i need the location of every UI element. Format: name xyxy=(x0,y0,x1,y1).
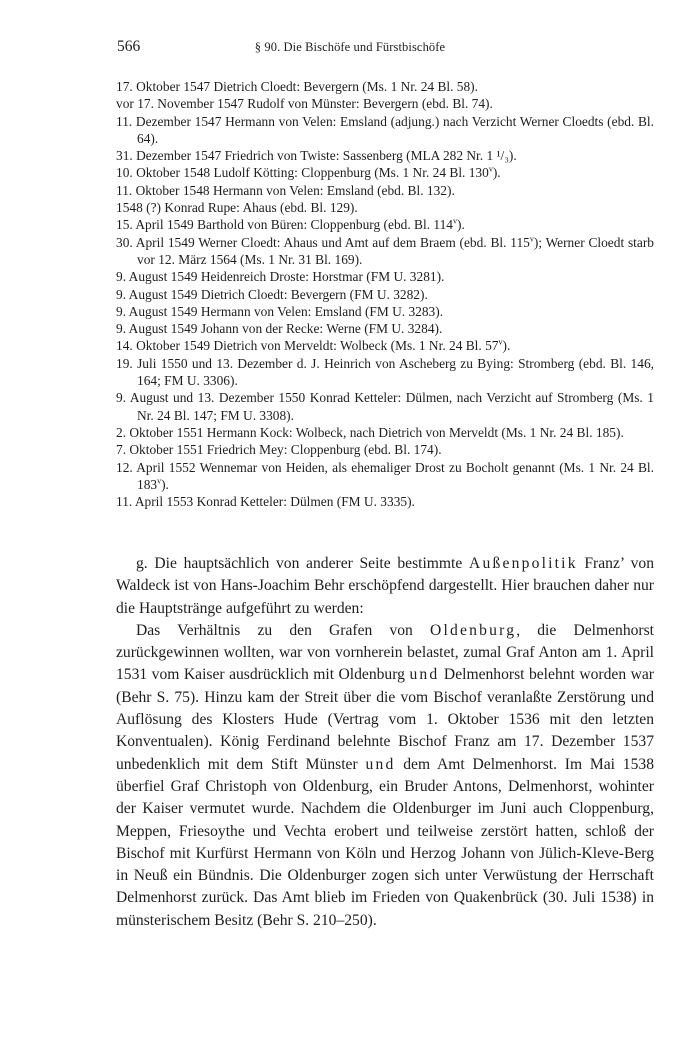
list-item: 11. Dezember 1547 Hermann von Velen: Emsland (adjung.) nach Verzicht Werner Cloedts (ebd. Bl. 64). xyxy=(116,113,654,146)
list-item: 14. Oktober 1549 Dietrich von Merveldt: Wolbeck (Ms. 1 Nr. 24 Bl. 57$^v$). xyxy=(116,337,511,354)
paragraph-foreign-policy: g. Die hauptsächlich von anderer Seite bestimmte Außenpolitik Franz’ von Waldeck ist von Hans-Joachim Behr erschöpfend dargestellt. Hier brauchen daher nur die Hauptstränge aufgeführt zu werden: xyxy=(116,555,654,617)
list-item: 7. Oktober 1551 Friedrich Mey: Cloppenburg (ebd. Bl. 174). xyxy=(116,442,442,458)
spaced-term: Außenpolitik xyxy=(469,555,578,572)
list-item: 9. August 1549 Hermann von Velen: Emsland (FM U. 3283). xyxy=(116,303,444,319)
spaced-term: und xyxy=(409,666,440,684)
paragraph-oldenburg: Das Verhältnis zu den Grafen von Oldenburg, die Delmenhorst zurückgewinnen wollten, war von vornherein belastet, zumal Graf Anton am 1. April 1531 vom Kaiser ausdrücklich mit Oldenburg und Delmenhorst belehnt worden war (Behr S. 75). Hinzu kam der Streit über die vom Bischof veranlaßte Zerstörung und Auflösung des Klosters Hude (Vertrag vom 1. Oktober 1536 mit den letzten Konventualen). König Ferdinand belehnte Bischof Franz am 17. Dezember 1537 unbedenklich mit dem Stift Münster und dem Amt Delmenhorst. Im Mai 1538 überfiel Graf Christoph von Oldenburg, ein Bruder Antons, Delmenhorst, wohinter der Kaiser vermutet wurde. Nachdem die Oldenburger im Juni auch Cloppenburg, Meppen, Friesoythe und Vechta erobert und teilweise zerstört hatten, schloß der Bischof mit Kurfürst Hermann von Köln und Herzog Johann von Jülich-Kleve-Berg in Neuß ein Bündnis. Die Oldenburger zogen sich unter Verwüstung der Herrschaft Delmenhorst zurück. Das Amt blieb im Frieden von Quakenbrück (30. Juli 1538) in münsterischem Besitz (Behr S. 210–250). xyxy=(116,621,655,929)
list-item: vor 17. November 1547 Rudolf von Münster: Bevergern (ebd. Bl. 74). xyxy=(116,96,493,112)
list-item: 11. April 1553 Konrad Ketteler: Dülmen (FM U. 3335). xyxy=(116,494,415,510)
list-item: 2. Oktober 1551 Hermann Kock: Wolbeck, nach Dietrich von Merveldt (Ms. 1 Nr. 24 Bl. 185). xyxy=(116,424,624,440)
list-item: 30. April 1549 Werner Cloedt: Ahaus und Amt auf dem Braem (ebd. Bl. 115$^v$); Werner Cloedt starb vor 12. März 1564 (Ms. 1 Nr. 31 Bl. 169). xyxy=(116,234,654,267)
list-item: 9. August 1549 Johann von der Recke: Werne (FM U. 3284). xyxy=(116,321,443,337)
list-item: 9. August und 13. Dezember 1550 Konrad Ketteler: Dülmen, nach Verzicht auf Stromberg (Ms. 1 Nr. 24 Bl. 147; FM U. 3308). xyxy=(116,390,654,423)
list-item: 9. August 1549 Heidenreich Droste: Horstmar (FM U. 3281). xyxy=(116,269,445,285)
list-item: 1548 (?) Konrad Rupe: Ahaus (ebd. Bl. 129). xyxy=(116,200,358,216)
list-item: 9. August 1549 Dietrich Cloedt: Bevergern (FM U. 3282). xyxy=(116,286,428,302)
list-item: 10. Oktober 1548 Ludolf Kötting: Cloppenburg (Ms. 1 Nr. 24 Bl. 130$^v$). xyxy=(116,165,501,181)
appointment-list xyxy=(116,78,654,510)
running-title: § 90. Die Bischöfe und Fürstbischöfe xyxy=(254,40,446,54)
list-item: 15. April 1549 Barthold von Büren: Cloppenburg (ebd. Bl. 114$^v$). xyxy=(116,216,465,233)
spaced-term: Oldenburg xyxy=(430,621,517,639)
page-number: 566 xyxy=(117,38,141,55)
list-item: 17. Oktober 1547 Dietrich Cloedt: Bevergern (Ms. 1 Nr. 24 Bl. 58). xyxy=(116,79,478,94)
list-item: 11. Oktober 1548 Hermann von Velen: Emsland (ebd. Bl. 132). xyxy=(116,182,455,198)
list-item: 12. April 1552 Wennemar von Heiden, als ehemaliger Drost zu Bocholt genannt (Ms. 1 Nr. 24 Bl. 183$^v$). xyxy=(116,459,654,492)
list-item: 31. Dezember 1547 Friedrich von Twiste: Sassenberg (MLA 282 Nr. 1 ¹/₃). xyxy=(116,148,517,164)
spaced-term: und xyxy=(365,755,396,773)
list-item: 19. Juli 1550 und 13. Dezember d. J. Heinrich von Ascheberg zu Bying: Stromberg (ebd. Bl. 146, 164; FM U. 3306). xyxy=(116,355,654,389)
body-text xyxy=(116,553,654,932)
